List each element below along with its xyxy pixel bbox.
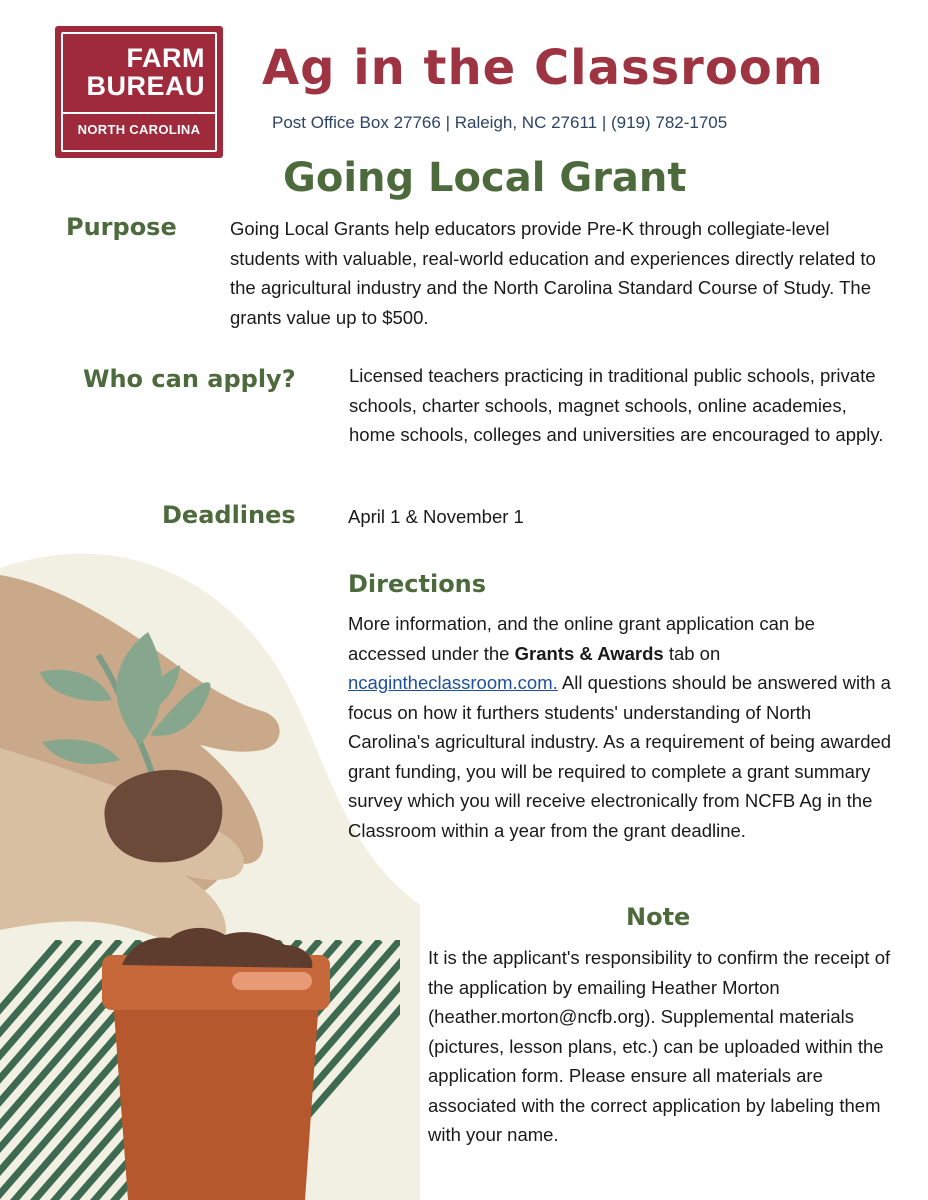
logo-line-state: NORTH CAROLINA: [77, 122, 201, 137]
directions-text-c: All questions should be answered with a focus on how it furthers students' understanding of North Carolina's agricultural industry. As a requirement of being awarded grant funding, you will be required to complete a grant summary survey which you will receive electronically from NCFB Ag in the Classroom within a year from the grant deadline.: [348, 672, 892, 841]
deadlines-heading: Deadlines: [162, 501, 296, 529]
pot-rim-highlight: [232, 972, 312, 990]
pot-body: [112, 985, 320, 1200]
logo-line-bureau: BUREAU: [86, 71, 205, 101]
directions-heading: Directions: [348, 570, 487, 598]
note-heading: Note: [626, 903, 691, 931]
website-link[interactable]: ncagintheclassroom.com.: [348, 672, 558, 693]
farm-bureau-logo: [55, 26, 223, 158]
deadlines-text: April 1 & November 1: [348, 506, 524, 527]
directions-text-b: tab on: [663, 642, 721, 664]
grants-awards-label: Grants & Awards: [514, 642, 664, 664]
who-heading: Who can apply?: [83, 365, 296, 393]
page-title: Going Local Grant: [283, 155, 687, 201]
purpose-text: Going Local Grants help educators provide Pre-K through collegiate-level students with valuable, real-world education and experiences directly related to the agricultural industry and the North Carolina Standard Course of Study. The grants value up to $500.: [230, 218, 876, 328]
logo-divider: [63, 112, 215, 114]
directions-text: [348, 609, 896, 845]
directions-text-a: More information, and the online grant application can be accessed under the: [348, 613, 815, 664]
note-text: It is the applicant's responsibility to confirm the receipt of the application by emailing Heather Morton (heather.morton@ncfb.org). Supplemental materials (pictures, lesson plans, etc.) can be uploaded within the application form. Please ensure all materials are associated with the correct application by labeling them with your name.: [428, 947, 891, 1145]
header-title: Ag in the Classroom: [262, 40, 824, 96]
header-address: Post Office Box 27766 | Raleigh, NC 27611 | (919) 782-1705: [272, 113, 728, 132]
purpose-heading: Purpose: [66, 213, 177, 241]
logo-line-farm: FARM: [126, 43, 205, 73]
who-text: Licensed teachers practicing in traditional public schools, private schools, charter schools, magnet schools, online academies, home schools, colleges and universities are encouraged to apply.: [349, 365, 884, 445]
soil-ball: [104, 770, 222, 863]
